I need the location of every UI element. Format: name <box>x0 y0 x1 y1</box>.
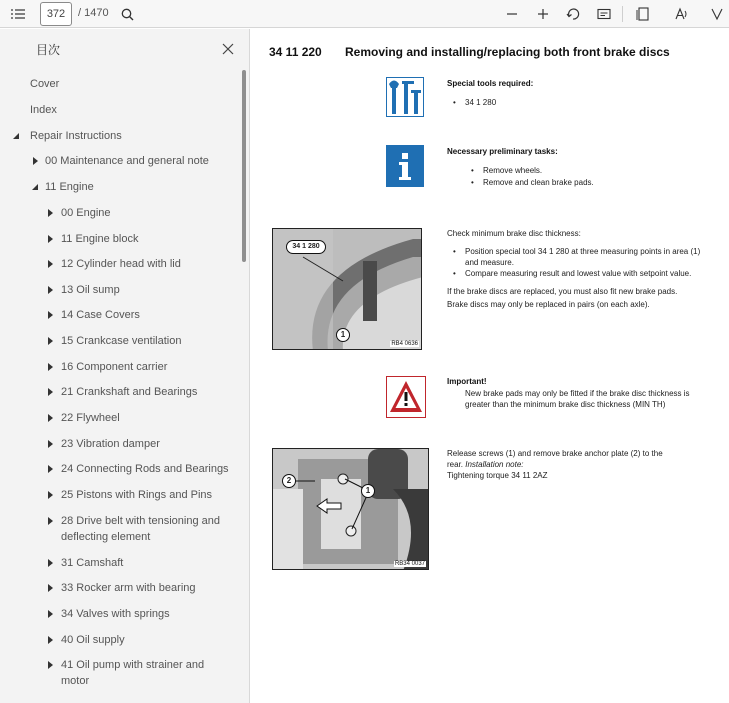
special-tools-heading: Special tools required: <box>447 79 534 88</box>
callout-2: 2 <box>282 474 296 488</box>
page-number-input[interactable]: 372 <box>40 2 72 26</box>
repair-code: 34 11 220 <box>269 45 322 59</box>
caret-expanded-icon[interactable] <box>12 132 20 140</box>
caret-expanded-icon[interactable] <box>31 183 39 191</box>
sidebar-title: 目次 <box>36 43 61 57</box>
document-page <box>251 29 729 703</box>
toc-item-41-oil-pump[interactable]: 41 Oil pump with strainer and motor <box>61 659 205 687</box>
warning-icon <box>386 376 426 418</box>
check-item: • Compare measuring result and lowest value with setpoint value. <box>465 268 715 279</box>
caret-collapsed-icon[interactable] <box>46 661 54 669</box>
toc-sidebar <box>0 29 250 703</box>
toc-item-28-drive-belt[interactable]: 28 Drive belt with tensioning and deflecting element <box>61 515 220 543</box>
preliminary-heading: Necessary preliminary tasks: <box>447 147 558 156</box>
caret-collapsed-icon[interactable] <box>46 517 54 525</box>
info-icon <box>386 145 424 187</box>
tightening-torque: Tightening torque 34 11 2AZ <box>447 471 548 480</box>
caret-collapsed-icon[interactable] <box>46 465 54 473</box>
caret-collapsed-icon[interactable] <box>46 260 54 268</box>
rotate-icon[interactable] <box>564 3 582 25</box>
caret-collapsed-icon[interactable] <box>46 414 54 422</box>
special-tools-icon <box>386 77 424 117</box>
brake-disc-figure <box>272 228 422 350</box>
toc-item-11-engine-block[interactable]: 11 Engine block <box>61 233 139 245</box>
callout-1: 1 <box>361 484 375 498</box>
figure-code: RB4 0636 <box>391 341 418 347</box>
toc-item-12-cylinder-head[interactable]: 12 Cylinder head with lid <box>61 258 181 270</box>
toc-item-14-case-covers[interactable]: 14 Case Covers <box>61 309 140 321</box>
toc-item-index[interactable]: Index <box>30 104 57 116</box>
callout-1: 1 <box>336 328 350 342</box>
check-note-1: If the brake discs are replaced, you must also fit new brake pads. <box>447 287 678 296</box>
installation-note: Installation note: <box>465 460 524 469</box>
caret-collapsed-icon[interactable] <box>46 610 54 618</box>
caret-collapsed-icon[interactable] <box>46 440 54 448</box>
caret-collapsed-icon[interactable] <box>46 491 54 499</box>
toc-toggle-icon[interactable] <box>8 3 28 25</box>
caret-collapsed-icon[interactable] <box>46 584 54 592</box>
toc-item-31-camshaft[interactable]: 31 Camshaft <box>61 557 124 569</box>
toc-item-16-component-carrier[interactable]: 16 Component carrier <box>61 361 168 373</box>
caret-collapsed-icon[interactable] <box>46 311 54 319</box>
toc-item-24-connecting-rods[interactable]: 24 Connecting Rods and Bearings <box>61 463 229 475</box>
close-icon[interactable] <box>221 42 235 56</box>
toc-item-40-oil-supply[interactable]: 40 Oil supply <box>61 634 125 646</box>
toolbar <box>0 0 729 28</box>
page-total: / 1470 <box>78 7 109 19</box>
check-note-2: Brake discs may only be replaced in pairs (on each axle). <box>447 300 650 309</box>
release-text: Release screws (1) and remove brake anchor plate (2) to the <box>447 449 663 458</box>
caret-collapsed-icon[interactable] <box>46 337 54 345</box>
sidebar-scrollbar[interactable] <box>242 70 246 262</box>
important-text: New brake pads may only be fitted if the brake disc thickness is greater than the minimum brake disc thickness (MIN TH) <box>465 389 690 409</box>
toc-item-13-oil-sump[interactable]: 13 Oil sump <box>61 284 120 296</box>
toolbar-divider <box>622 6 623 22</box>
toc-item-15-crankcase-ventilation[interactable]: 15 Crankcase ventilation <box>61 335 182 347</box>
page-view-icon[interactable] <box>634 3 652 25</box>
check-item: • Position special tool 34 1 280 at three measuring points in area (1) and measure. <box>465 246 715 268</box>
page-title: Removing and installing/replacing both front brake discs <box>345 45 670 59</box>
caret-collapsed-icon[interactable] <box>46 636 54 644</box>
caret-collapsed-icon[interactable] <box>46 286 54 294</box>
caret-collapsed-icon[interactable] <box>31 157 39 165</box>
caret-collapsed-icon[interactable] <box>46 559 54 567</box>
zoom-out-icon[interactable] <box>503 3 521 25</box>
caret-collapsed-icon[interactable] <box>46 363 54 371</box>
caret-collapsed-icon[interactable] <box>46 209 54 217</box>
toc-item-cover[interactable]: Cover <box>30 78 60 90</box>
toc-item-21-crankshaft[interactable]: 21 Crankshaft and Bearings <box>61 386 198 398</box>
toc-item-00-engine[interactable]: 00 Engine <box>61 207 111 219</box>
draw-icon[interactable] <box>708 3 726 25</box>
preliminary-item: • Remove and clean brake pads. <box>483 177 594 188</box>
toc-item-23-vibration-damper[interactable]: 23 Vibration damper <box>61 438 160 450</box>
toc-item-repair-instructions[interactable]: Repair Instructions <box>30 130 122 142</box>
zoom-in-icon[interactable] <box>534 3 552 25</box>
preliminary-item: • Remove wheels. <box>483 165 542 176</box>
special-tool-item: • 34 1 280 <box>465 97 496 108</box>
caret-collapsed-icon[interactable] <box>46 388 54 396</box>
toc-item-11-engine[interactable]: 11 Engine <box>45 181 94 193</box>
toc-item-00-maintenance[interactable]: 00 Maintenance and general note <box>45 155 209 167</box>
caret-collapsed-icon[interactable] <box>46 235 54 243</box>
toc-item-33-rocker-arm[interactable]: 33 Rocker arm with bearing <box>61 582 196 594</box>
fit-page-icon[interactable] <box>595 3 613 25</box>
search-icon[interactable] <box>116 3 138 25</box>
brake-anchor-figure <box>272 448 429 570</box>
important-heading: Important! <box>447 377 487 386</box>
read-aloud-icon[interactable] <box>672 3 690 25</box>
toc-item-25-pistons[interactable]: 25 Pistons with Rings and Pins <box>61 489 213 501</box>
figure-code: RB34 0037 <box>394 561 425 567</box>
release-text-cont <box>447 459 717 470</box>
tool-callout-label: 34 1 280 <box>286 240 326 254</box>
release-rear: rear. <box>447 460 464 469</box>
toc-item-22-flywheel[interactable]: 22 Flywheel <box>61 412 120 424</box>
check-heading: Check minimum brake disc thickness: <box>447 229 581 238</box>
toc-item-34-valves[interactable]: 34 Valves with springs <box>61 608 170 620</box>
